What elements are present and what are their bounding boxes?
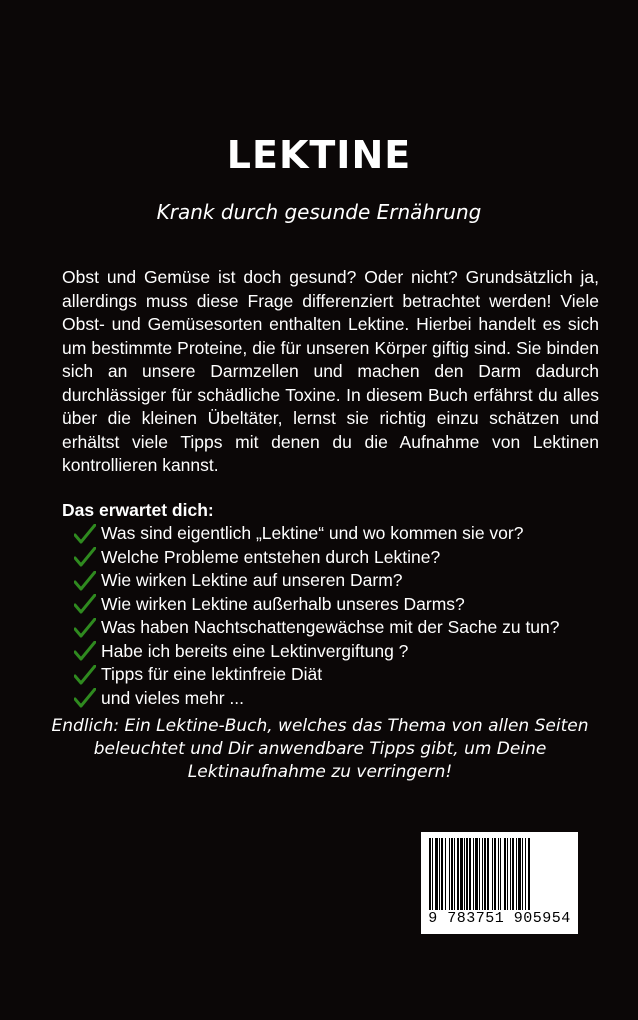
checkmark-icon (74, 618, 96, 638)
list-item-text: und vieles mehr ... (101, 687, 244, 708)
barcode-bar (454, 838, 455, 910)
barcode-bar (494, 838, 496, 910)
list-item-text: Was sind eigentlich „Lektine“ und wo kommen sie vor? (101, 523, 524, 543)
isbn-number: 9 783751 905954 (428, 910, 571, 927)
list-item-text: Habe ich bereits eine Lektinvergiftung ? (101, 640, 409, 661)
barcode-bar (484, 838, 486, 910)
barcode-bar (518, 838, 521, 910)
barcode-bar (435, 838, 438, 910)
barcode-bar (487, 838, 489, 910)
subtitle: Krank durch gesunde Ernährung (156, 200, 482, 224)
list-item (74, 569, 560, 593)
checkmark-icon (74, 524, 96, 544)
barcode-bar (439, 838, 440, 910)
barcode-bar (479, 838, 480, 910)
closing-statement: Endlich: Ein Lektine-Buch, welches das Thema von allen Seiten beleuchtet und Dir anwendbare Tipps gibt, um Deine Lektinaufnahme zu verringern! (51, 716, 589, 782)
list-item (74, 546, 560, 570)
barcode-bar (449, 838, 450, 910)
checkmark-icon (74, 571, 96, 591)
barcode-bar (441, 838, 443, 910)
list-item (74, 616, 560, 640)
barcode-bar (466, 838, 468, 910)
barcode-bar (473, 838, 474, 910)
list-item-text: Welche Probleme entstehen durch Lektine? (101, 546, 441, 567)
barcode-bar (500, 838, 501, 910)
list-item-text: Tipps für eine lektinfreie Diät (101, 664, 323, 684)
list-item-text: Wie wirken Lektine außerhalb unseres Darms? (101, 593, 465, 614)
description: Obst und Gemüse ist doch gesund? Oder nicht? Grundsätzlich ja, allerdings muss diese Frage differenziert betrachtet werden! Viele Obst- und Gemüsesorten enthalten Lektine. Hierbei handelt es sich um bestimmte Proteine, die für unseren Körper giftig sind. Sie binden sich an unsere Darmzellen und machen den Darm dadurch durchlässiger für schädliche Toxine. In diesem Buch erfährst du alles über die kleinen Übeltäter, lernst sie richtig einzu schätzen und erhältst viele Tipps mit denen du die Aufnahme von Lektinen kontrollieren kannst. (62, 267, 599, 475)
barcode-bar (445, 838, 446, 910)
barcode-bar (475, 838, 478, 910)
checkmark-icon (74, 594, 96, 614)
list-item-text: Was haben Nachtschattengewächse mit der Sache zu tun? (101, 617, 560, 637)
barcode-bar (516, 838, 517, 910)
barcode-bar (504, 838, 506, 910)
barcode-bar (522, 838, 523, 910)
checkmark-icon (74, 665, 96, 685)
barcode-bar (429, 838, 431, 910)
checklist (74, 522, 560, 710)
barcode-bar (482, 838, 483, 910)
list-item (74, 663, 560, 687)
list-item (74, 687, 560, 711)
barcode-bar (510, 838, 511, 910)
barcode-bar (492, 838, 493, 910)
barcode-bar (464, 838, 465, 910)
list-item (74, 640, 560, 664)
barcode-bar (525, 838, 526, 910)
barcode-bar (507, 838, 508, 910)
barcode-bar (512, 838, 514, 910)
barcode-bar (451, 838, 453, 910)
barcode-bar (457, 838, 459, 910)
barcode-bar (432, 838, 433, 910)
barcode-icon (427, 838, 572, 910)
checkmark-icon (74, 547, 96, 567)
barcode-bar (528, 838, 530, 910)
barcode-bar (460, 838, 463, 910)
list-item (74, 522, 560, 546)
checkmark-icon (74, 641, 96, 661)
barcode-bar (469, 838, 471, 910)
title: LEKTINE (226, 133, 412, 177)
list-item-text: Wie wirken Lektine auf unseren Darm? (101, 570, 403, 590)
barcode-bar (498, 838, 499, 910)
checkmark-icon (74, 688, 96, 708)
barcode-box (421, 832, 578, 934)
list-heading: Das erwartet dich: (62, 500, 214, 520)
list-item (74, 593, 560, 617)
